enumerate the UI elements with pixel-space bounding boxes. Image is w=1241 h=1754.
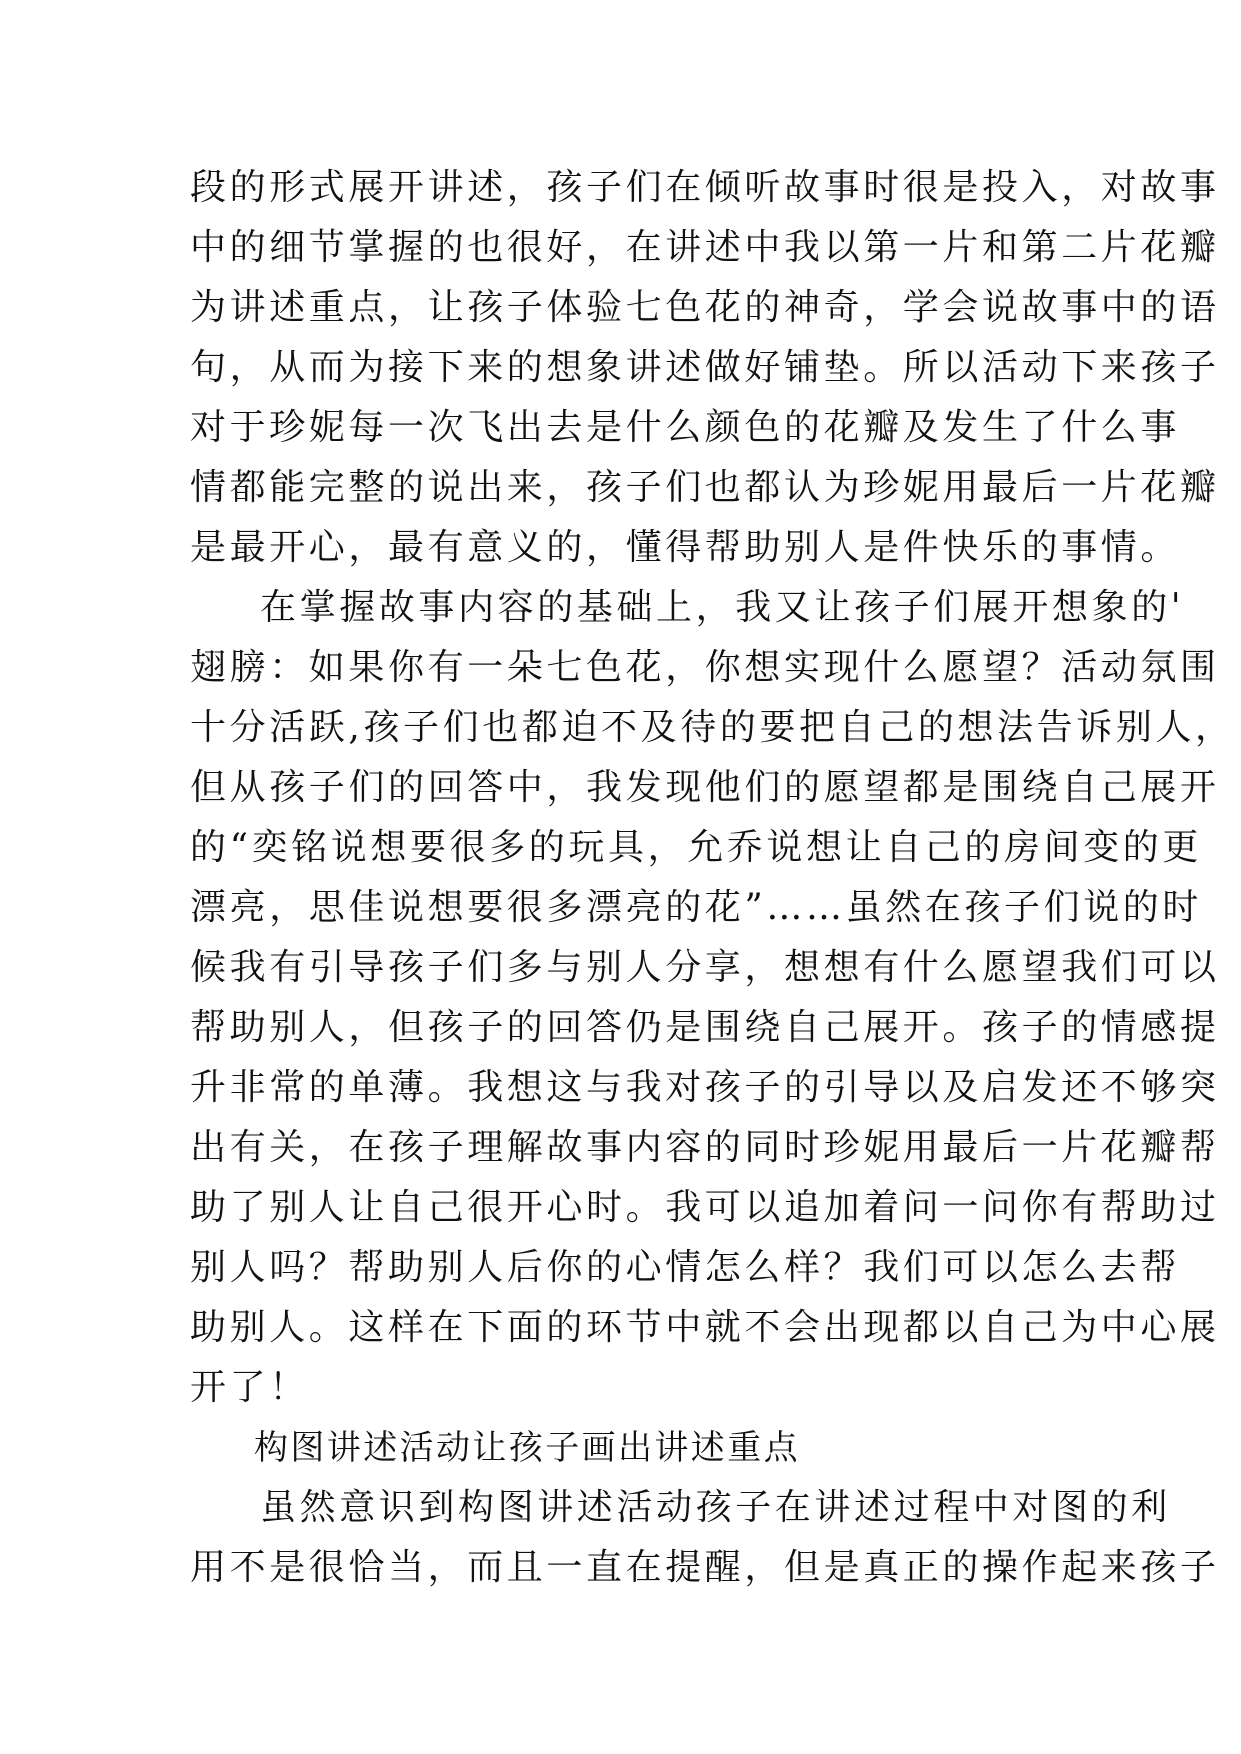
text-line: 句，从而为接下来的想象讲述做好铺垫。所以活动下来孩子 xyxy=(190,347,1220,388)
text-line: 十分活跃,孩子们也都迫不及待的要把自己的想法告诉别人， xyxy=(190,707,1235,748)
text-line: 的“奕铭说想要很多的玩具，允乔说想让自己的房间变的更 xyxy=(190,827,1203,868)
paragraph-start-line: 在掌握故事内容的基础上，我又让孩子们展开想象的' xyxy=(260,587,1185,628)
text-line: 出有关，在孩子理解故事内容的同时珍妮用最后一片花瓣帮 xyxy=(190,1127,1220,1168)
text-line: 情都能完整的说出来，孩子们也都认为珍妮用最后一片花瓣 xyxy=(190,467,1220,508)
text-line: 漂亮，思佳说想要很多漂亮的花”……虽然在孩子们说的时 xyxy=(190,887,1203,928)
paragraph-start-line: 虽然意识到构图讲述活动孩子在讲述过程中对图的利 xyxy=(260,1487,1171,1528)
text-line: 用不是很恰当，而且一直在提醒，但是真正的操作起来孩子 xyxy=(190,1547,1220,1588)
text-line: 助了别人让自己很开心时。我可以追加着问一问你有帮助过 xyxy=(190,1187,1220,1228)
text-line: 助别人。这样在下面的环节中就不会出现都以自己为中心展 xyxy=(190,1307,1220,1348)
text-line: 段的形式展开讲述，孩子们在倾听故事时很是投入，对故事 xyxy=(190,167,1220,208)
text-line: 但从孩子们的回答中，我发现他们的愿望都是围绕自己展开 xyxy=(190,767,1220,808)
text-line: 中的细节掌握的也很好，在讲述中我以第一片和第二片花瓣 xyxy=(190,227,1220,268)
section-heading: 构图讲述活动让孩子画出讲述重点 xyxy=(254,1428,800,1468)
text-line: 别人吗？帮助别人后你的心情怎么样？我们可以怎么去帮 xyxy=(190,1247,1181,1288)
document-body xyxy=(190,158,1235,1598)
text-line: 升非常的单薄。我想这与我对孩子的引导以及启发还不够突 xyxy=(190,1067,1220,1108)
text-line: 帮助别人，但孩子的回答仍是围绕自己展开。孩子的情感提 xyxy=(190,1007,1220,1048)
text-line: 对于珍妮每一次飞出去是什么颜色的花瓣及发生了什么事 xyxy=(190,407,1181,448)
text-line: 候我有引导孩子们多与别人分享，想想有什么愿望我们可以 xyxy=(190,947,1220,988)
text-line: 为讲述重点，让孩子体验七色花的神奇，学会说故事中的语 xyxy=(190,287,1220,328)
text-line: 开了！ xyxy=(190,1367,309,1408)
text-line: 翅膀：如果你有一朵七色花，你想实现什么愿望？活动氛围 xyxy=(190,647,1220,688)
text-line: 是最开心，最有意义的，懂得帮助别人是件快乐的事情。 xyxy=(190,527,1181,568)
